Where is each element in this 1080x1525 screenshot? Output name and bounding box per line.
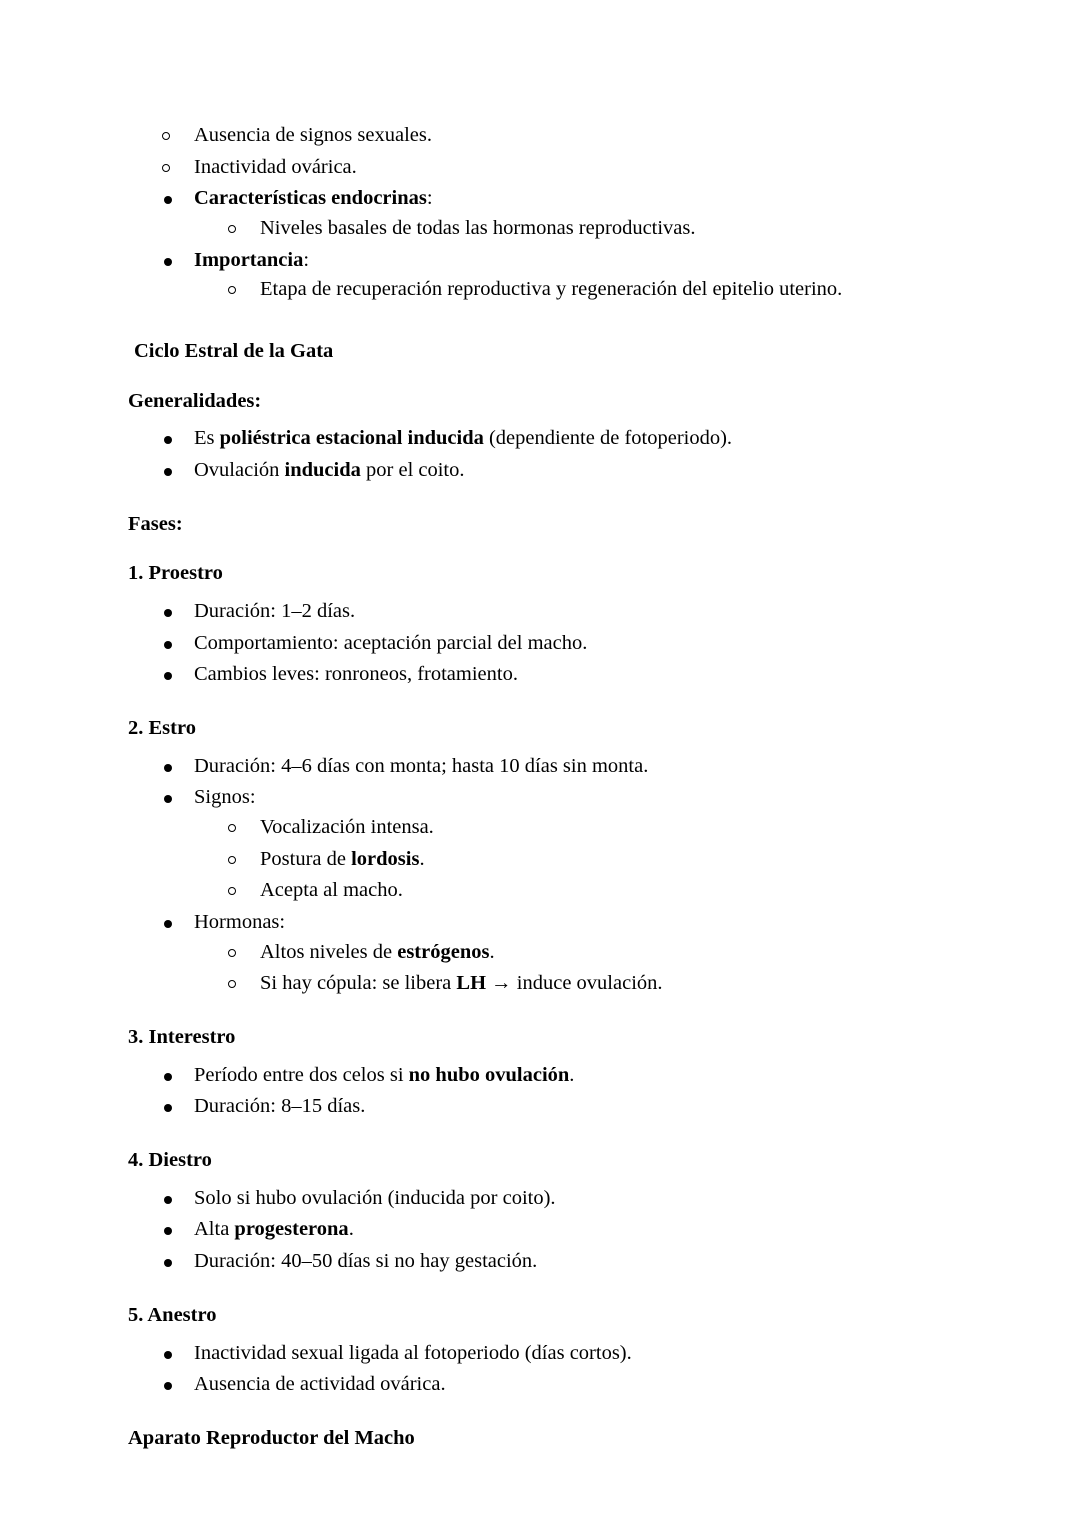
sublist-signos bbox=[194, 814, 975, 905]
list-item: Es poliéstrica estacional inducida (dependiente de fotoperiodo). bbox=[128, 425, 975, 453]
sublist bbox=[194, 276, 975, 304]
phase-list-anestro bbox=[128, 1340, 975, 1399]
continued-list-fragment bbox=[128, 122, 975, 304]
list-item: Acepta al macho. bbox=[194, 877, 975, 905]
phase-list-interestro bbox=[128, 1062, 975, 1121]
list-item: Ausencia de actividad ovárica. bbox=[128, 1371, 975, 1399]
list-item bbox=[128, 185, 975, 242]
footer-heading: Aparato Reproductor del Macho bbox=[128, 1426, 415, 1449]
continued-subitems bbox=[128, 122, 975, 181]
list-item: Niveles basales de todas las hormonas reproductivas. bbox=[194, 215, 975, 243]
phase-title-diestro: 4. Diestro bbox=[128, 1149, 212, 1172]
list-item: Solo si hubo ovulación (inducida por coito). bbox=[128, 1185, 975, 1213]
list-item: Alta progesterona. bbox=[128, 1216, 975, 1244]
sublist bbox=[194, 215, 975, 243]
list-item: Altos niveles de estrógenos. bbox=[194, 939, 975, 967]
list-item: Comportamiento: aceptación parcial del macho. bbox=[128, 630, 975, 658]
sublist-hormonas bbox=[194, 939, 975, 998]
list-item: Etapa de recuperación reproductiva y regeneración del epitelio uterino. bbox=[194, 276, 975, 304]
section-title: Ciclo Estral de la Gata bbox=[134, 340, 334, 363]
list-item: Vocalización intensa. bbox=[194, 814, 975, 842]
list-item: Si hay cópula: se libera LH → induce ovulación. bbox=[194, 970, 975, 998]
fases-heading: Fases: bbox=[128, 512, 183, 535]
phase-list-proestro bbox=[128, 598, 975, 689]
list-item: Duración: 8–15 días. bbox=[128, 1093, 975, 1121]
list-item-label: Características endocrinas bbox=[194, 187, 427, 210]
generalidades-heading: Generalidades: bbox=[128, 389, 262, 412]
phase-title-interestro: 3. Interestro bbox=[128, 1026, 236, 1049]
list-item: Cambios leves: ronroneos, frotamiento. bbox=[128, 661, 975, 689]
list-item: Hormonas: Altos niveles de estrógenos. Si hay cópula: se libera LH → induce ovulación. bbox=[128, 909, 975, 998]
phase-title-anestro: 5. Anestro bbox=[128, 1303, 217, 1326]
list-item-label: Importancia bbox=[194, 248, 304, 271]
generalidades-list bbox=[128, 425, 975, 484]
list-item: Duración: 1–2 días. bbox=[128, 598, 975, 626]
list-item: Inactividad ovárica. bbox=[128, 154, 975, 182]
phase-title-proestro: 1. Proestro bbox=[128, 562, 223, 585]
list-item bbox=[128, 247, 975, 304]
list-item-punct: : bbox=[303, 248, 310, 271]
list-item-punct: : bbox=[426, 187, 433, 210]
list-item: Ovulación inducida por el coito. bbox=[128, 457, 975, 485]
list-item: Ausencia de signos sexuales. bbox=[128, 122, 975, 150]
list-item: Período entre dos celos si no hubo ovulación. bbox=[128, 1062, 975, 1090]
list-item: Inactividad sexual ligada al fotoperiodo (días cortos). bbox=[128, 1340, 975, 1368]
list-item: Signos: Vocalización intensa. Postura de lordosis. Acepta al macho. bbox=[128, 784, 975, 905]
list-item: Duración: 40–50 días si no hay gestación. bbox=[128, 1248, 975, 1276]
list-item: Postura de lordosis. bbox=[194, 846, 975, 874]
phase-list-diestro bbox=[128, 1185, 975, 1276]
list-item: Duración: 4–6 días con monta; hasta 10 días sin monta. bbox=[128, 753, 975, 781]
endocrine-importance-list bbox=[128, 185, 975, 304]
phase-title-estro: 2. Estro bbox=[128, 717, 196, 740]
phase-list-estro bbox=[128, 753, 975, 998]
